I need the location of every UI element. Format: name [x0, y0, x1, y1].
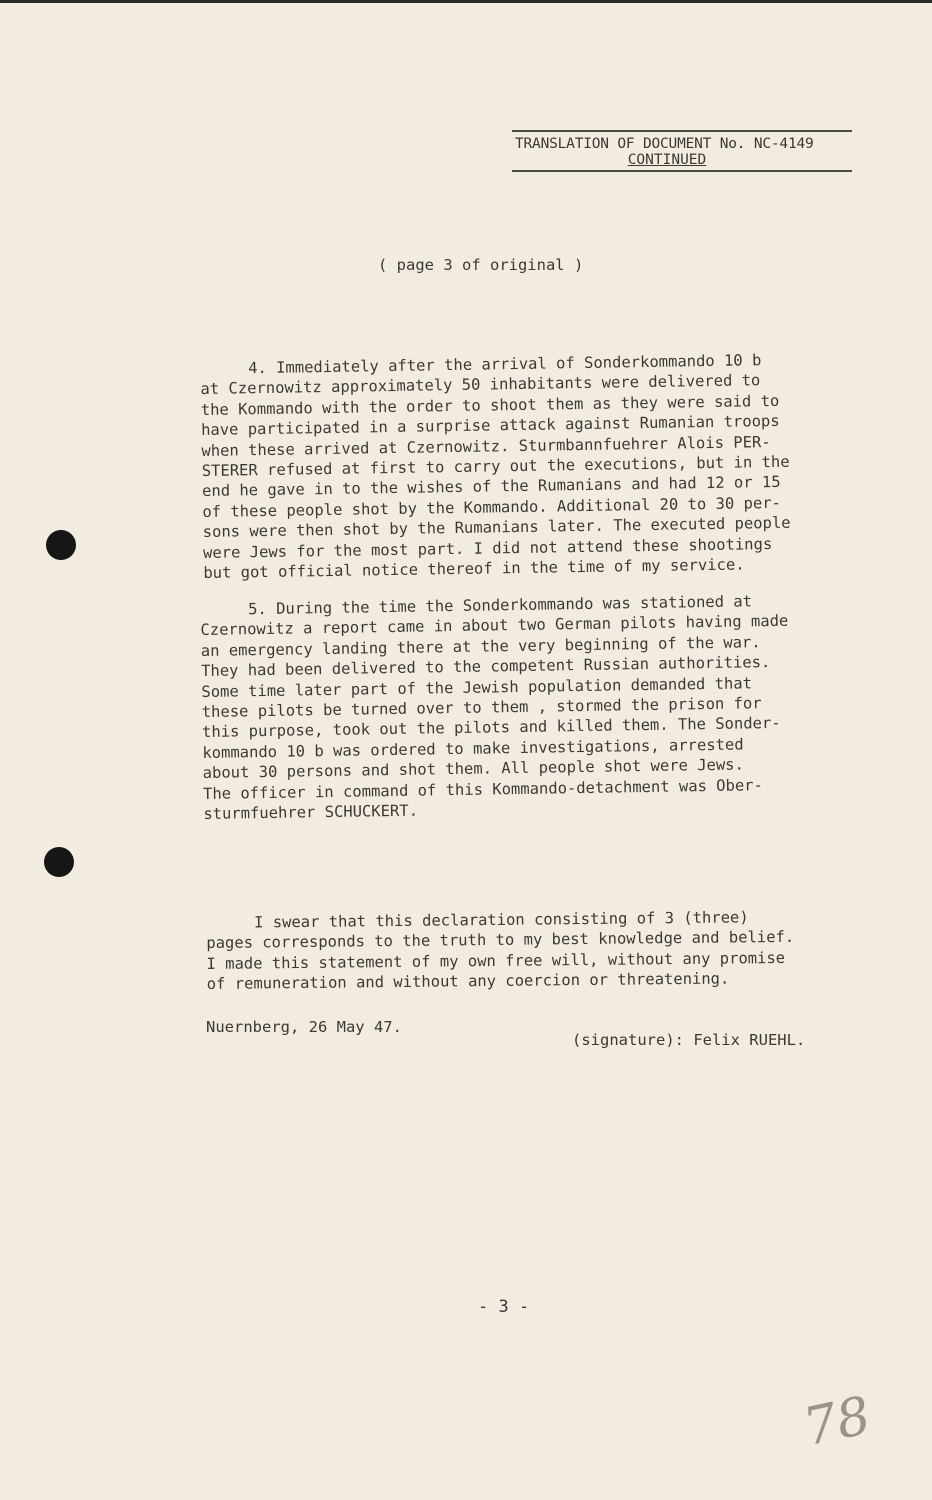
text-line: an emergency landing there at the very beginning of the war.	[200, 633, 761, 660]
text-line: Czernowitz a report came in about two German pilots having made	[200, 612, 789, 640]
text-line: of these people shot by the Kommando. Additional 20 to 30 per-	[202, 493, 782, 521]
text-line: 5. During the time the Sonderkommando was stationed at	[248, 592, 753, 619]
text-line: 4. Immediately after the arrival of Sonderkommando 10 b	[248, 351, 762, 378]
place-date: Nuernberg, 26 May 47.	[206, 1018, 402, 1036]
punch-hole	[46, 530, 76, 560]
text-line: pages corresponds to the truth to my best knowledge and belief.	[206, 928, 795, 953]
text-line: The officer in command of this Kommando-detachment was Ober-	[202, 775, 764, 803]
text-line: STERER refused at first to carry out the executions, but in the	[201, 452, 790, 481]
text-line: sturmfuehrer SCHUCKERT.	[203, 801, 419, 824]
text-line: at Czernowitz approximately 50 inhabitants were delivered to	[200, 371, 761, 399]
header-rule	[512, 130, 852, 132]
text-line: Some time later part of the Jewish population demanded that	[201, 673, 753, 701]
text-line: these pilots be turned over to them , stormed the prison for	[201, 694, 762, 722]
oath-paragraph	[206, 907, 827, 995]
paragraph-5	[200, 590, 823, 824]
page-reference: ( page 3 of original )	[378, 256, 584, 274]
signature-line: (signature): Felix RUEHL.	[572, 1031, 806, 1049]
paragraph-4	[200, 349, 823, 583]
text-line: kommando 10 b was ordered to make investigations, arrested	[202, 735, 744, 762]
text-line: when these arrived at Czernowitz. Sturmbannfuehrer Alois PER-	[201, 432, 771, 460]
text-line: end he gave in to the wishes of the Rumanians and had 12 or 15	[201, 473, 781, 501]
header-subtitle: CONTINUED	[627, 152, 707, 168]
text-line: but got official notice thereof in the time of my service.	[203, 555, 745, 583]
text-line: of remuneration and without any coercion or threatening.	[206, 969, 730, 994]
punch-hole	[44, 847, 74, 877]
header-rule	[512, 170, 852, 172]
text-line: the Kommando with the order to shoot them as they were said to	[200, 391, 780, 419]
text-line: I swear that this declaration consisting of 3 (three)	[254, 908, 749, 932]
text-line: I made this statement of my own free will, without any promise	[206, 948, 786, 973]
text-line: sons were then shot by the Rumanians later. The executed people	[202, 513, 791, 542]
text-line: about 30 persons and shot them. All people shot were Jews.	[202, 755, 745, 783]
header-title: TRANSLATION OF DOCUMENT No. NC-4149	[515, 136, 814, 152]
handwritten-folio-number: 78	[798, 1385, 876, 1459]
text-line: They had been delivered to the competent Russian authorities.	[200, 653, 771, 681]
scan-edge	[0, 0, 932, 3]
text-line: have participated in a surprise attack against Rumanian troops	[200, 412, 780, 440]
text-line: this purpose, took out the pilots and killed them. The Sonder-	[201, 714, 781, 742]
text-line: were Jews for the most part. I did not attend these shootings	[202, 534, 773, 562]
document-header	[512, 130, 852, 172]
page-number: - 3 -	[478, 1297, 530, 1317]
